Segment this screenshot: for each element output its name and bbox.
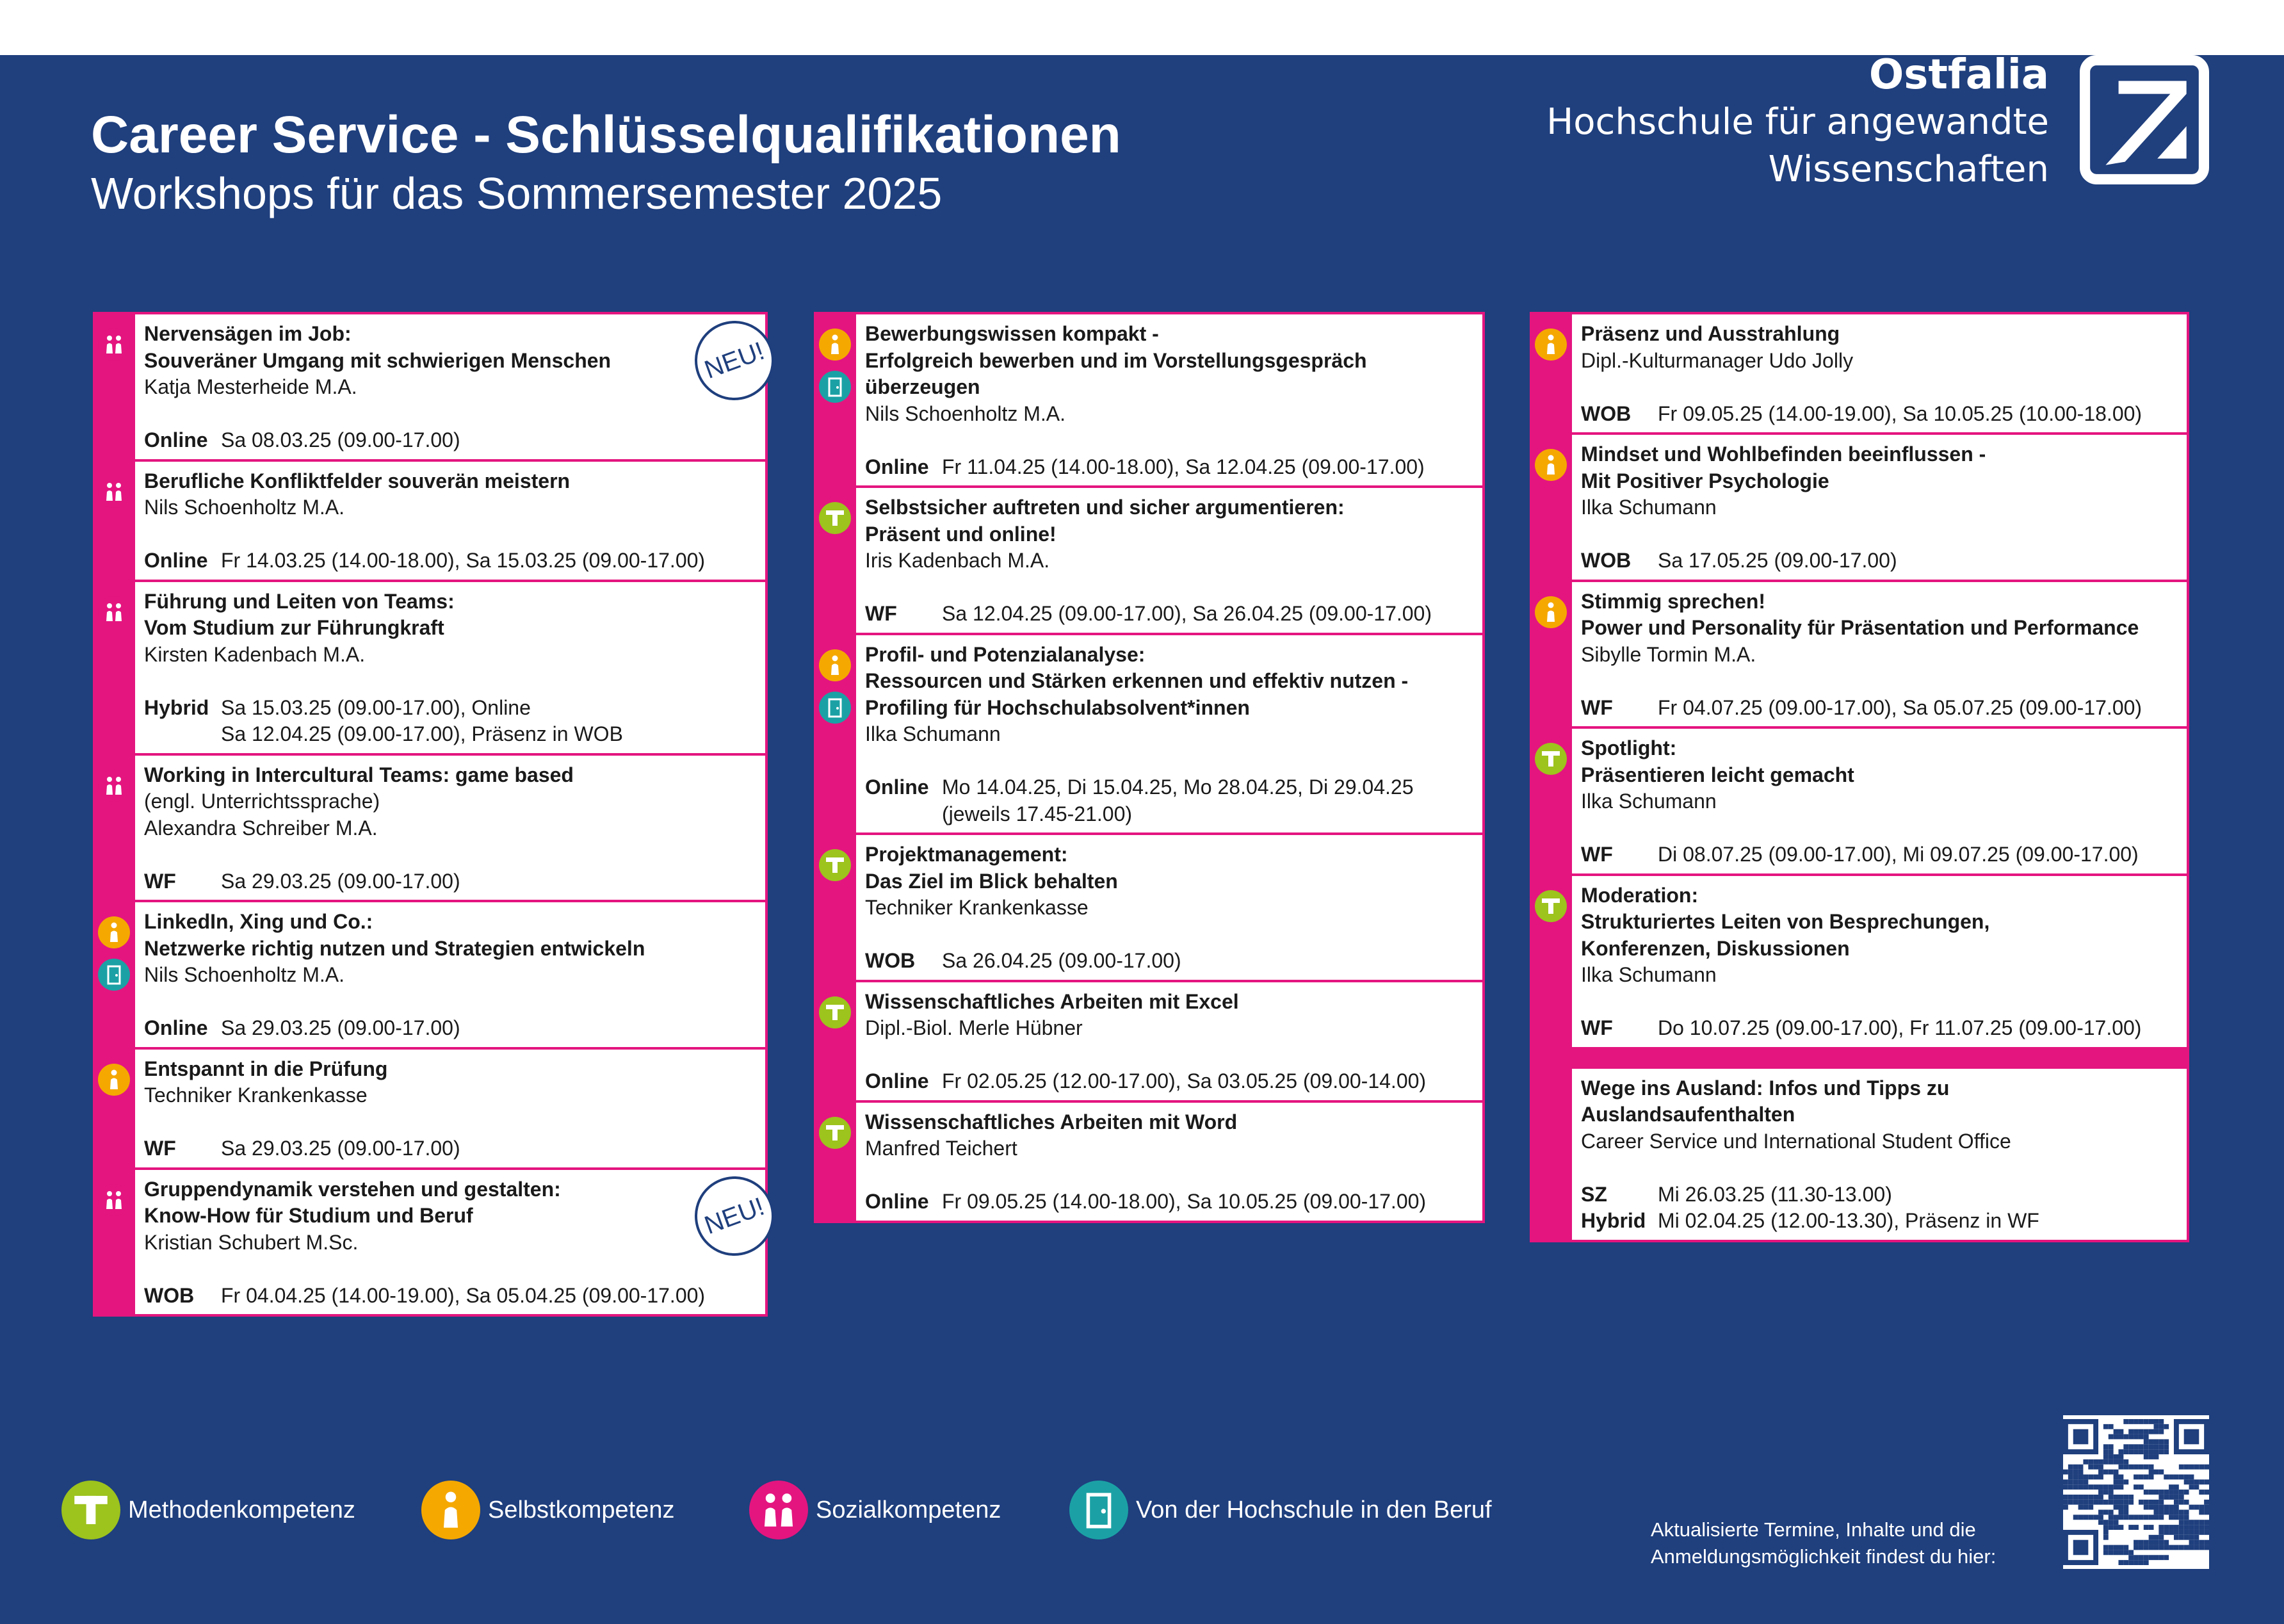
workshop-speaker: Ilka Schumann	[1581, 496, 1717, 519]
legend-sozial	[749, 1481, 1001, 1539]
workshop-title: Working in Intercultural Teams: game based	[144, 763, 574, 786]
competence-icons	[98, 916, 130, 991]
beruf-icon	[819, 692, 851, 724]
workshop-card	[1572, 312, 2189, 435]
workshop-date-text: Sa 12.04.25 (09.00-17.00), Sa 26.04.25 (09.00-17.00)	[942, 602, 1432, 625]
workshop-date-text: Fr 04.04.25 (14.00-19.00), Sa 05.04.25 (09.00-17.00)	[221, 1283, 706, 1307]
workshop-title: Stimmig sprechen! Power und Personality für Präsentation und Performance	[1581, 589, 2139, 639]
competence-icons	[98, 1184, 130, 1216]
workshop-speaker: Nils Schoenholtz M.A.	[144, 963, 345, 986]
workshop-location: WF	[1581, 843, 1613, 866]
workshop-date-text: Fr 09.05.25 (14.00-19.00), Sa 10.05.25 (10.00-18.00)	[1658, 402, 2142, 425]
workshop-title: Profil- und Potenzialanalyse: Ressourcen und Stärken erkennen und effektiv nutzen - Profiling für Hochschulabsolvent*innen	[865, 642, 1409, 719]
competence-icons	[819, 649, 851, 724]
workshop-speaker: Ilka Schumann	[1581, 790, 1717, 813]
competence-icons	[1535, 743, 1567, 775]
workshop-card	[856, 485, 1485, 635]
competence-icons	[98, 329, 130, 361]
competence-icons	[819, 1117, 851, 1149]
workshop-speaker: Kirsten Kadenbach M.A.	[144, 642, 366, 666]
workshop-title: Moderation: Strukturiertes Leiten von Besprechungen, Konferenzen, Diskussionen	[1581, 883, 1990, 960]
workshop-date-text: Sa 08.03.25 (09.00-17.00)	[221, 428, 460, 451]
workshop-dates	[865, 948, 1472, 975]
workshop-speaker: Manfred Teichert	[865, 1137, 1017, 1160]
logo-line-2: Wissenschaften	[1768, 149, 2049, 190]
competence-icons	[1535, 596, 1567, 628]
card-accent-bar	[1530, 1066, 1572, 1242]
workshop-dates	[144, 1283, 755, 1310]
ostfalia-logo-icon	[2080, 55, 2209, 184]
workshop-location: WOB	[1581, 402, 1632, 425]
workshop-dates-2	[1581, 1208, 2176, 1235]
workshop-location: WOB	[1581, 549, 1632, 572]
workshop-date-text: Fr 02.05.25 (12.00-17.00), Sa 03.05.25 (09.00-14.00)	[942, 1069, 1427, 1092]
workshop-speaker: Techniker Krankenkasse	[144, 1084, 368, 1107]
workshop-location: WF	[144, 869, 176, 893]
selbst-icon	[421, 1481, 480, 1539]
selbst-icon	[1535, 449, 1567, 481]
workshop-title: Mindset und Wohlbefinden beeinflussen - Mit Positiver Psychologie	[1581, 443, 1986, 492]
card-top-band	[1530, 1050, 2189, 1069]
competence-icons	[819, 996, 851, 1028]
workshop-date-text: Sa 26.04.25 (09.00-17.00)	[942, 949, 1181, 972]
workshop-date-text: Fr 09.05.25 (14.00-18.00), Sa 10.05.25 (09.00-17.00)	[942, 1190, 1427, 1213]
page-subtitle: Workshops für das Sommersemester 2025	[91, 168, 943, 218]
workshop-title: Wege ins Ausland: Infos und Tipps zu Auslandsaufenthalten	[1581, 1076, 1950, 1126]
workshop-date-text: Di 08.07.25 (09.00-17.00), Mi 09.07.25 (09.00-17.00)	[1658, 843, 2139, 866]
sozial-icon	[98, 476, 130, 508]
workshop-card	[135, 459, 768, 582]
legend-methoden	[61, 1481, 355, 1539]
workshop-dates	[144, 868, 755, 895]
selbst-icon	[819, 649, 851, 681]
selbst-icon	[1535, 596, 1567, 628]
workshop-dates	[865, 601, 1472, 628]
competence-icons	[1535, 449, 1567, 481]
sozial-icon	[98, 329, 130, 361]
workshop-speaker: Iris Kadenbach M.A.	[865, 549, 1050, 572]
workshop-card	[135, 1167, 768, 1317]
workshop-title: Wissenschaftliches Arbeiten mit Excel	[865, 989, 1239, 1013]
workshop-card	[135, 1047, 768, 1170]
university-name	[1546, 51, 2049, 193]
workshop-dates	[144, 427, 755, 454]
workshop-dates	[865, 1068, 1472, 1095]
workshop-card	[856, 980, 1485, 1103]
sozial-icon	[98, 596, 130, 628]
workshop-dates	[1581, 695, 2176, 722]
sozial-icon	[98, 1184, 130, 1216]
competence-icons	[98, 1064, 130, 1096]
workshop-dates	[144, 1135, 755, 1162]
workshop-date-text: Sa 29.03.25 (09.00-17.00)	[221, 1016, 460, 1039]
methoden-icon	[819, 1117, 851, 1149]
workshop-title: LinkedIn, Xing und Co.: Netzwerke richtig nutzen und Strategien entwickeln	[144, 910, 645, 960]
workshop-location: Online	[144, 1016, 208, 1039]
workshop-card	[135, 900, 768, 1050]
workshop-location: Online	[865, 1069, 929, 1092]
workshop-dates	[865, 1189, 1472, 1215]
methoden-icon	[61, 1481, 120, 1539]
qr-caption: Aktualisierte Termine, Inhalte und die Anmeldungsmöglichkeit findest du hier:	[1651, 1518, 1996, 1568]
workshop-card	[1572, 432, 2189, 582]
workshop-location: Online	[865, 775, 929, 799]
workshop-location: WOB	[865, 949, 916, 972]
workshop-speaker: (engl. Unterrichtssprache) Alexandra Schreiber M.A.	[144, 790, 380, 840]
workshop-location: WF	[1581, 695, 1613, 719]
legend-label: Selbstkompetenz	[488, 1496, 675, 1523]
competence-icons	[98, 476, 130, 508]
methoden-icon	[819, 996, 851, 1028]
methoden-icon	[1535, 890, 1567, 922]
workshop-title: Präsenz und Ausstrahlung	[1581, 322, 1840, 345]
workshop-card	[135, 753, 768, 903]
workshop-title: Wissenschaftliches Arbeiten mit Word	[865, 1110, 1238, 1133]
sozial-icon	[98, 770, 130, 802]
workshop-speaker: Ilka Schumann	[865, 722, 1001, 745]
competence-icons	[819, 329, 851, 403]
workshop-speaker: Nils Schoenholtz M.A.	[144, 496, 345, 519]
workshop-dates	[1581, 841, 2176, 868]
workshop-location: WOB	[144, 1283, 195, 1307]
workshop-date-text: Fr 04.07.25 (09.00-17.00), Sa 05.07.25 (09.00-17.00)	[1658, 695, 2142, 719]
workshop-location: Online	[865, 455, 929, 478]
competence-icons	[819, 502, 851, 534]
workshop-card	[1572, 580, 2189, 729]
workshop-speaker: Katja Mesterheide M.A.	[144, 375, 357, 398]
workshop-title: Selbstsicher auftreten und sicher argumentieren: Präsent und online!	[865, 496, 1345, 546]
competence-icons	[98, 596, 130, 628]
workshop-dates	[1581, 401, 2176, 428]
workshop-location: WF	[1581, 1016, 1613, 1039]
workshop-title: Nervensägen im Job: Souveräner Umgang mit schwierigen Menschen	[144, 322, 611, 372]
legend-beruf	[1069, 1481, 1492, 1539]
competence-icons	[819, 849, 851, 881]
workshop-location: SZ	[1581, 1182, 1607, 1206]
workshop-date-text: Sa 29.03.25 (09.00-17.00)	[221, 1137, 460, 1160]
new-badge: NEU!	[684, 310, 786, 412]
workshop-title: Führung und Leiten von Teams: Vom Studium zur Führungkraft	[144, 589, 455, 639]
new-badge: NEU!	[684, 1165, 786, 1267]
page-title: Career Service - Schlüsselqualifikationen	[91, 106, 1121, 164]
workshop-card	[135, 580, 768, 756]
selbst-icon	[1535, 329, 1567, 361]
qr-code-icon[interactable]	[2063, 1415, 2209, 1569]
workshop-card	[856, 633, 1485, 836]
legend-selbst	[421, 1481, 675, 1539]
workshop-title: Spotlight: Präsentieren leicht gemacht	[1581, 736, 1854, 786]
workshop-location: Online	[865, 1190, 929, 1213]
legend-label: Sozialkompetenz	[816, 1496, 1001, 1523]
workshop-card	[856, 832, 1485, 982]
workshop-column-2	[856, 312, 1485, 1223]
workshop-title: Bewerbungswissen kompakt - Erfolgreich bewerben und im Vorstellungsgespräch überzeugen	[865, 322, 1367, 398]
workshop-column-1	[135, 312, 768, 1317]
workshop-speaker: Dipl.-Biol. Merle Hübner	[865, 1016, 1083, 1039]
methoden-icon	[1535, 743, 1567, 775]
workshop-dates	[1581, 1015, 2176, 1042]
selbst-icon	[819, 329, 851, 361]
workshop-speaker: Nils Schoenholtz M.A.	[865, 402, 1066, 425]
workshop-dates	[1581, 1181, 2176, 1208]
logo-org: Ostfalia	[1868, 51, 2049, 99]
workshop-date-text: Fr 14.03.25 (14.00-18.00), Sa 15.03.25 (09.00-17.00)	[221, 549, 706, 572]
workshop-speaker: Techniker Krankenkasse	[865, 896, 1089, 919]
sozial-icon	[749, 1481, 808, 1539]
logo-line-1: Hochschule für angewandte	[1546, 101, 2049, 143]
workshop-dates	[865, 774, 1472, 827]
workshop-card	[1572, 726, 2189, 876]
workshop-card	[1572, 873, 2189, 1050]
workshop-date-text: Do 10.07.25 (09.00-17.00), Fr 11.07.25 (09.00-17.00)	[1658, 1016, 2142, 1039]
workshop-speaker: Dipl.-Kulturmanager Udo Jolly	[1581, 348, 1854, 372]
workshop-card	[856, 1100, 1485, 1223]
workshop-date-text: Sa 29.03.25 (09.00-17.00)	[221, 869, 460, 893]
workshop-date-text: Fr 11.04.25 (14.00-18.00), Sa 12.04.25 (09.00-17.00)	[942, 455, 1425, 478]
workshop-title: Gruppendynamik verstehen und gestalten: Know-How für Studium und Beruf	[144, 1177, 561, 1227]
workshop-location: Online	[144, 549, 208, 572]
workshop-date-text: Mo 14.04.25, Di 15.04.25, Mo 28.04.25, Di 29.04.25 (jeweils 17.45-21.00)	[942, 775, 1414, 825]
methoden-icon	[819, 849, 851, 881]
workshop-title: Berufliche Konfliktfelder souverän meistern	[144, 469, 571, 492]
selbst-icon	[98, 1064, 130, 1096]
workshop-location: Hybrid	[144, 695, 209, 719]
workshop-card	[1572, 1069, 2189, 1242]
workshop-dates	[1581, 548, 2176, 574]
workshop-speaker: Ilka Schumann	[1581, 963, 1717, 986]
workshop-title: Entspannt in die Prüfung	[144, 1057, 388, 1080]
competence-icons	[1535, 890, 1567, 922]
workshop-date-text: Sa 17.05.25 (09.00-17.00)	[1658, 549, 1897, 572]
workshop-date-text: Mi 26.03.25 (11.30-13.00)	[1658, 1182, 1892, 1206]
workshop-location: WF	[865, 602, 897, 625]
workshop-column-3	[1572, 312, 2189, 1242]
workshop-dates	[865, 454, 1472, 481]
methoden-icon	[819, 502, 851, 534]
workshop-speaker: Career Service und International Student Office	[1581, 1129, 2011, 1153]
workshop-dates	[144, 1015, 755, 1042]
workshop-dates	[144, 548, 755, 574]
workshop-title: Projektmanagement: Das Ziel im Blick behalten	[865, 843, 1118, 893]
workshop-dates	[144, 695, 755, 748]
beruf-icon	[1069, 1481, 1128, 1539]
competence-icons	[98, 770, 130, 802]
workshop-date-text: Sa 15.03.25 (09.00-17.00), Online Sa 12.04.25 (09.00-17.00), Präsenz in WOB	[221, 695, 623, 745]
workshop-date-text: Mi 02.04.25 (12.00-13.30), Präsenz in WF	[1658, 1209, 2039, 1232]
beruf-icon	[819, 371, 851, 403]
legend-label: Von der Hochschule in den Beruf	[1136, 1496, 1492, 1523]
workshop-location: Online	[144, 428, 208, 451]
beruf-icon	[98, 959, 130, 991]
selbst-icon	[98, 916, 130, 948]
workshop-location: WF	[144, 1137, 176, 1160]
legend-label: Methodenkompetenz	[128, 1496, 355, 1523]
workshop-speaker: Sibylle Tormin M.A.	[1581, 642, 1756, 666]
workshop-speaker: Kristian Schubert M.Sc.	[144, 1230, 359, 1254]
workshop-card	[135, 312, 768, 462]
competence-icons	[1535, 329, 1567, 361]
workshop-card	[856, 312, 1485, 488]
workshop-location: Hybrid	[1581, 1209, 1646, 1232]
